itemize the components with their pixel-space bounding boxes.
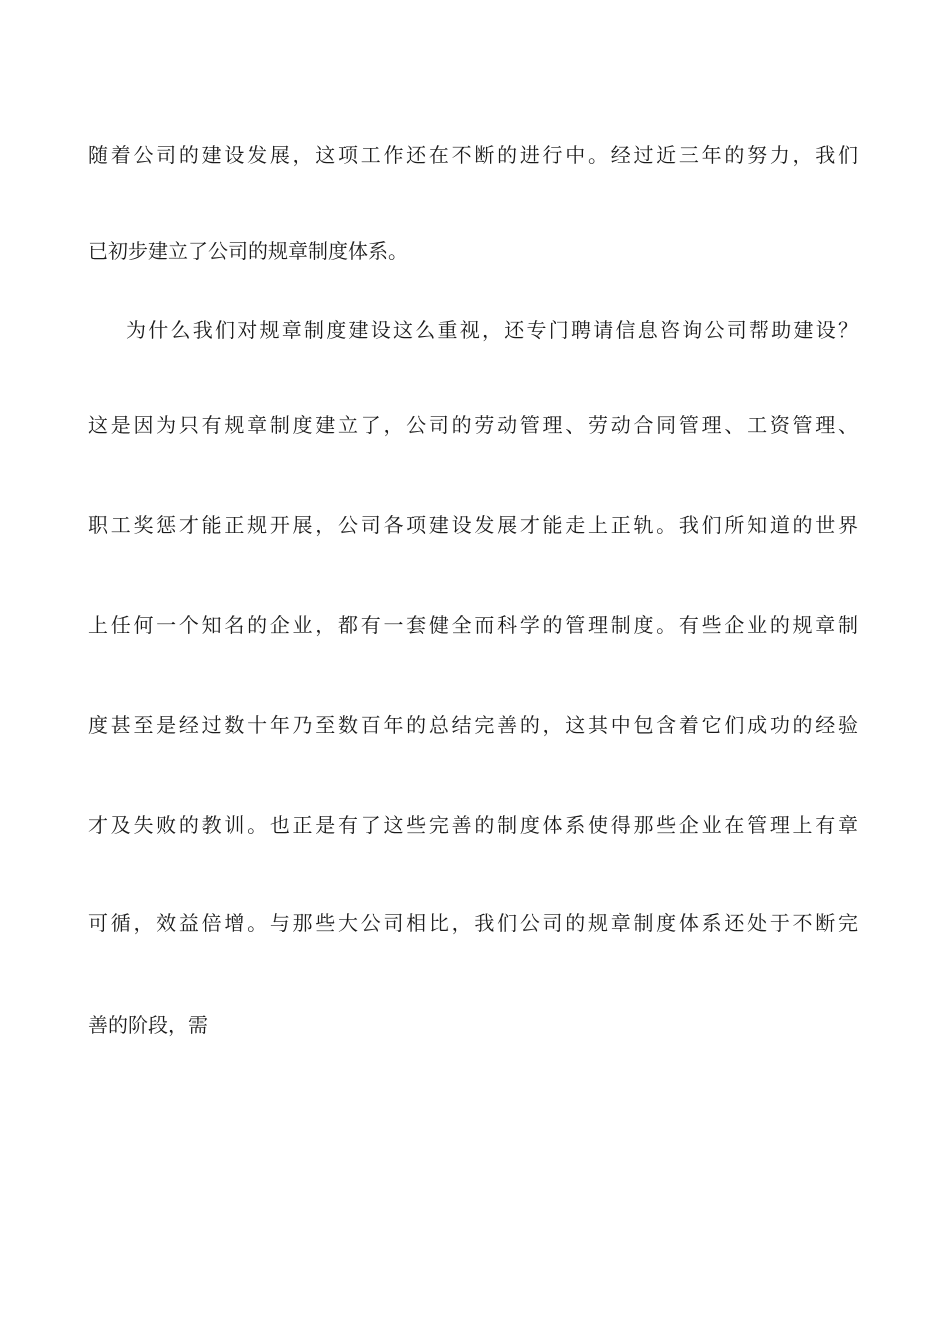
text-line: 上任何一个知名的企业，都有一套健全而科学的管理制度。有些企业的规章制	[88, 613, 858, 637]
text-line: 这是因为只有规章制度建立了，公司的劳动管理、劳动合同管理、工资管理、	[88, 413, 858, 437]
text-line: 职工奖惩才能正规开展，公司各项建设发展才能走上正轨。我们所知道的世界	[88, 513, 858, 537]
text-line: 随着公司的建设发展，这项工作还在不断的进行中。经过近三年的努力，我们	[88, 143, 858, 167]
text-line: 度甚至是经过数十年乃至数百年的总结完善的，这其中包含着它们成功的经验	[88, 713, 858, 737]
text-line: 善的阶段，需	[88, 1013, 208, 1037]
text-line: 已初步建立了公司的规章制度体系。	[88, 239, 408, 263]
text-line-paragraph-start: 为什么我们对规章制度建设这么重视，还专门聘请信息咨询公司帮助建设？	[126, 318, 858, 342]
text-line: 才及失败的教训。也正是有了这些完善的制度体系使得那些企业在管理上有章	[88, 813, 858, 837]
text-line: 可循，效益倍增。与那些大公司相比，我们公司的规章制度体系还处于不断完	[88, 911, 858, 935]
